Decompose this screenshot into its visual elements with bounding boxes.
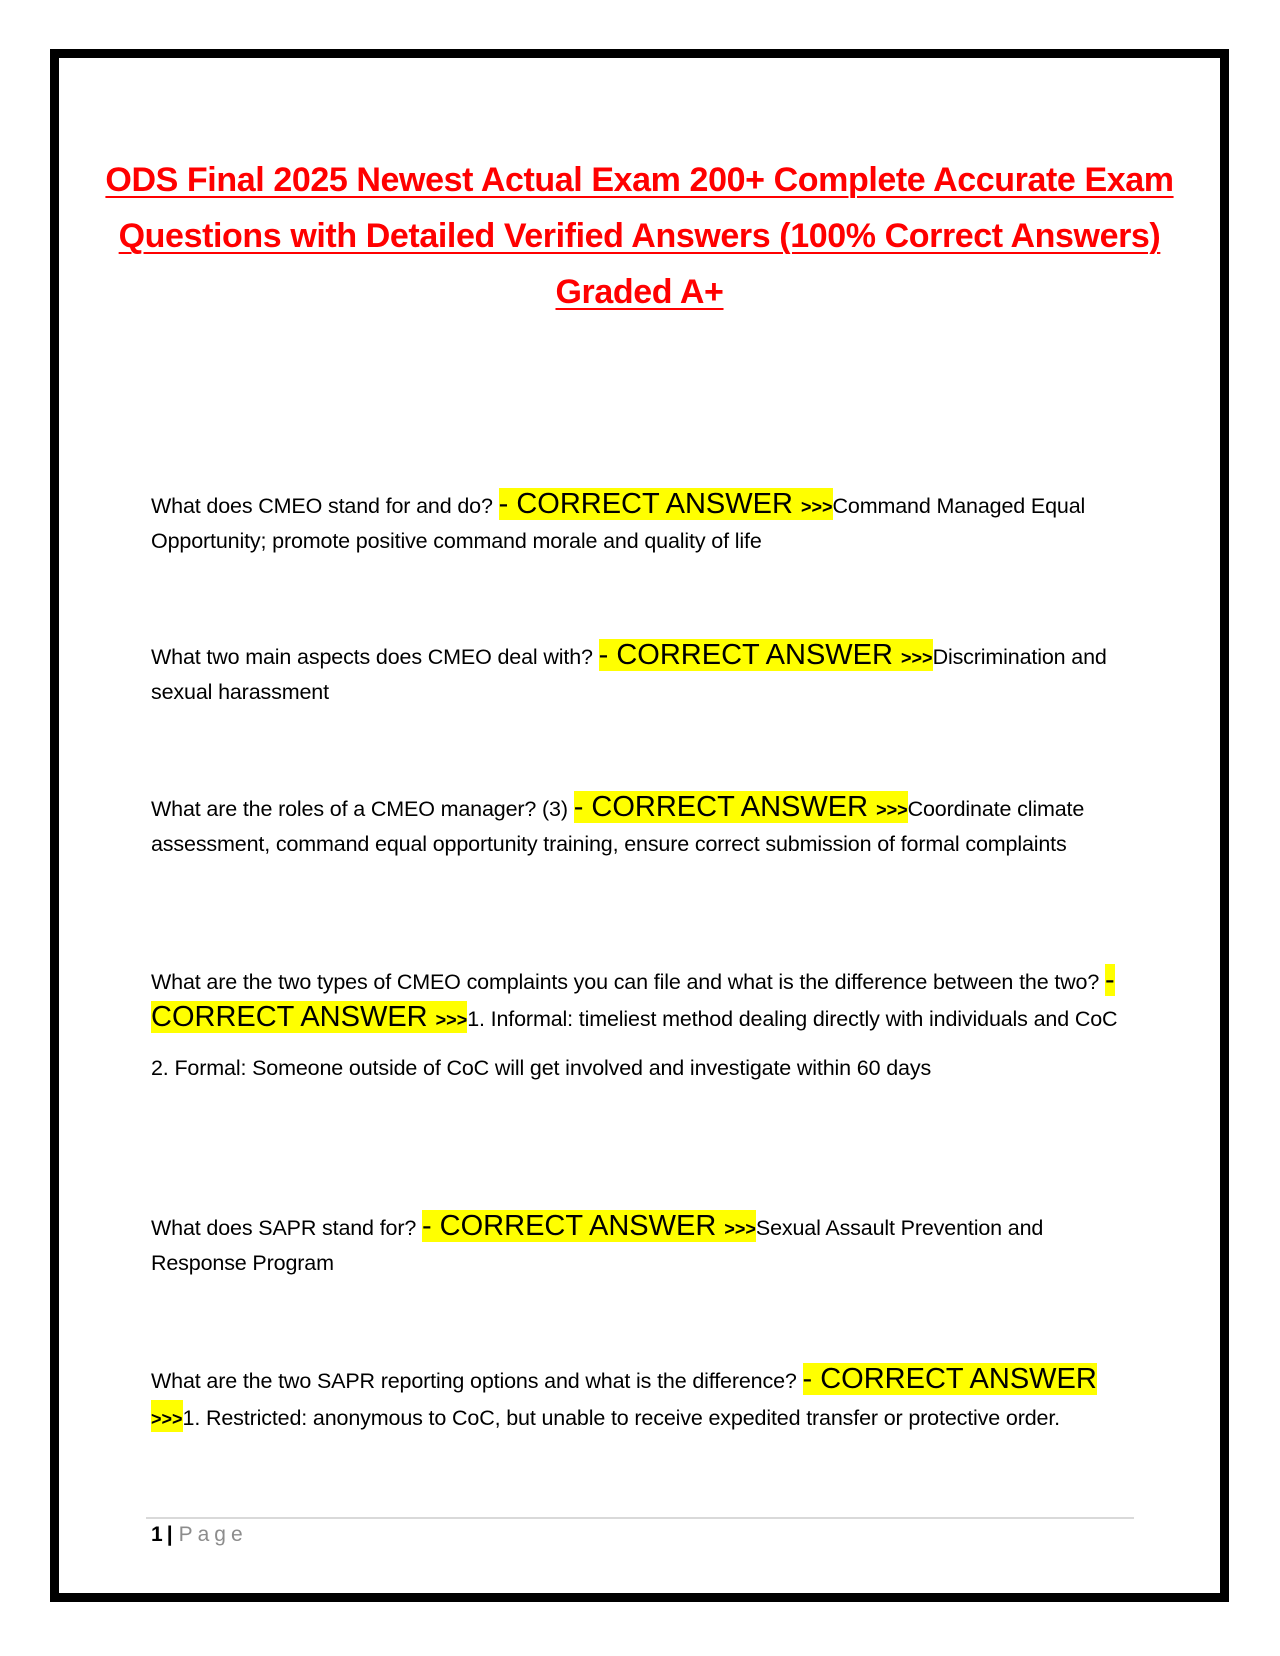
answer-text: Command Managed Equal Opportunity; promote positive command morale and quality of life <box>151 494 1086 553</box>
correct-answer-tag: - CORRECT ANSWER >>> <box>573 791 908 823</box>
answer-text: 1. Informal: timeliest method dealing directly with individuals and CoC <box>467 1007 1118 1031</box>
question-text: What does CMEO stand for and do? <box>151 494 493 518</box>
qa-item-3 <box>151 790 1121 862</box>
question-text: What are the two types of CMEO complaints you can file and what is the difference between the two? <box>151 970 1100 994</box>
correct-answer-tag: - CORRECT ANSWER >>> <box>498 488 833 520</box>
page-footer <box>151 1520 248 1550</box>
answer-text: Sexual Assault Prevention and Response Program <box>151 1216 1044 1275</box>
qa-item-2 <box>151 638 1121 710</box>
answer-text-continued: 2. Formal: Someone outside of CoC will get involved and investigate within 60 days <box>151 1056 932 1080</box>
qa-item-4 <box>151 963 1121 1086</box>
footer-divider <box>146 1517 1134 1519</box>
document-title: ODS Final 2025 Newest Actual Exam 200+ Complete Accurate Exam Questions with Detailed Verified Answers (100% Correct Answers) Graded A+ <box>105 161 1174 311</box>
answer-text: Discrimination and sexual harassment <box>151 645 1107 704</box>
footer-separator: | <box>166 1523 173 1546</box>
answer-text: 1. Restricted: anonymous to CoC, but unable to receive expedited transfer or protective order. <box>182 1406 1060 1430</box>
qa-item-5 <box>151 1209 1121 1281</box>
correct-answer-tag: - CORRECT ANSWER >>> <box>598 639 933 671</box>
correct-answer-tag: - CORRECT ANSWER >>> <box>151 964 1115 1033</box>
page-number: 1 <box>151 1523 163 1546</box>
qa-item-1 <box>151 487 1121 559</box>
page-label: Page <box>178 1523 248 1546</box>
answer-text: Coordinate climate assessment, command equal opportunity training, ensure correct submission of formal complaints <box>151 797 1085 856</box>
question-text: What does SAPR stand for? <box>151 1216 417 1240</box>
question-text: What two main aspects does CMEO deal with? <box>151 645 593 669</box>
correct-answer-tag: - CORRECT ANSWER >>> <box>421 1210 756 1242</box>
question-text: What are the two SAPR reporting options and what is the difference? <box>151 1369 797 1393</box>
qa-item-6 <box>151 1362 1121 1436</box>
question-text: What are the roles of a CMEO manager? (3) <box>151 797 568 821</box>
correct-answer-tag: - CORRECT ANSWER >>> <box>151 1363 1097 1432</box>
